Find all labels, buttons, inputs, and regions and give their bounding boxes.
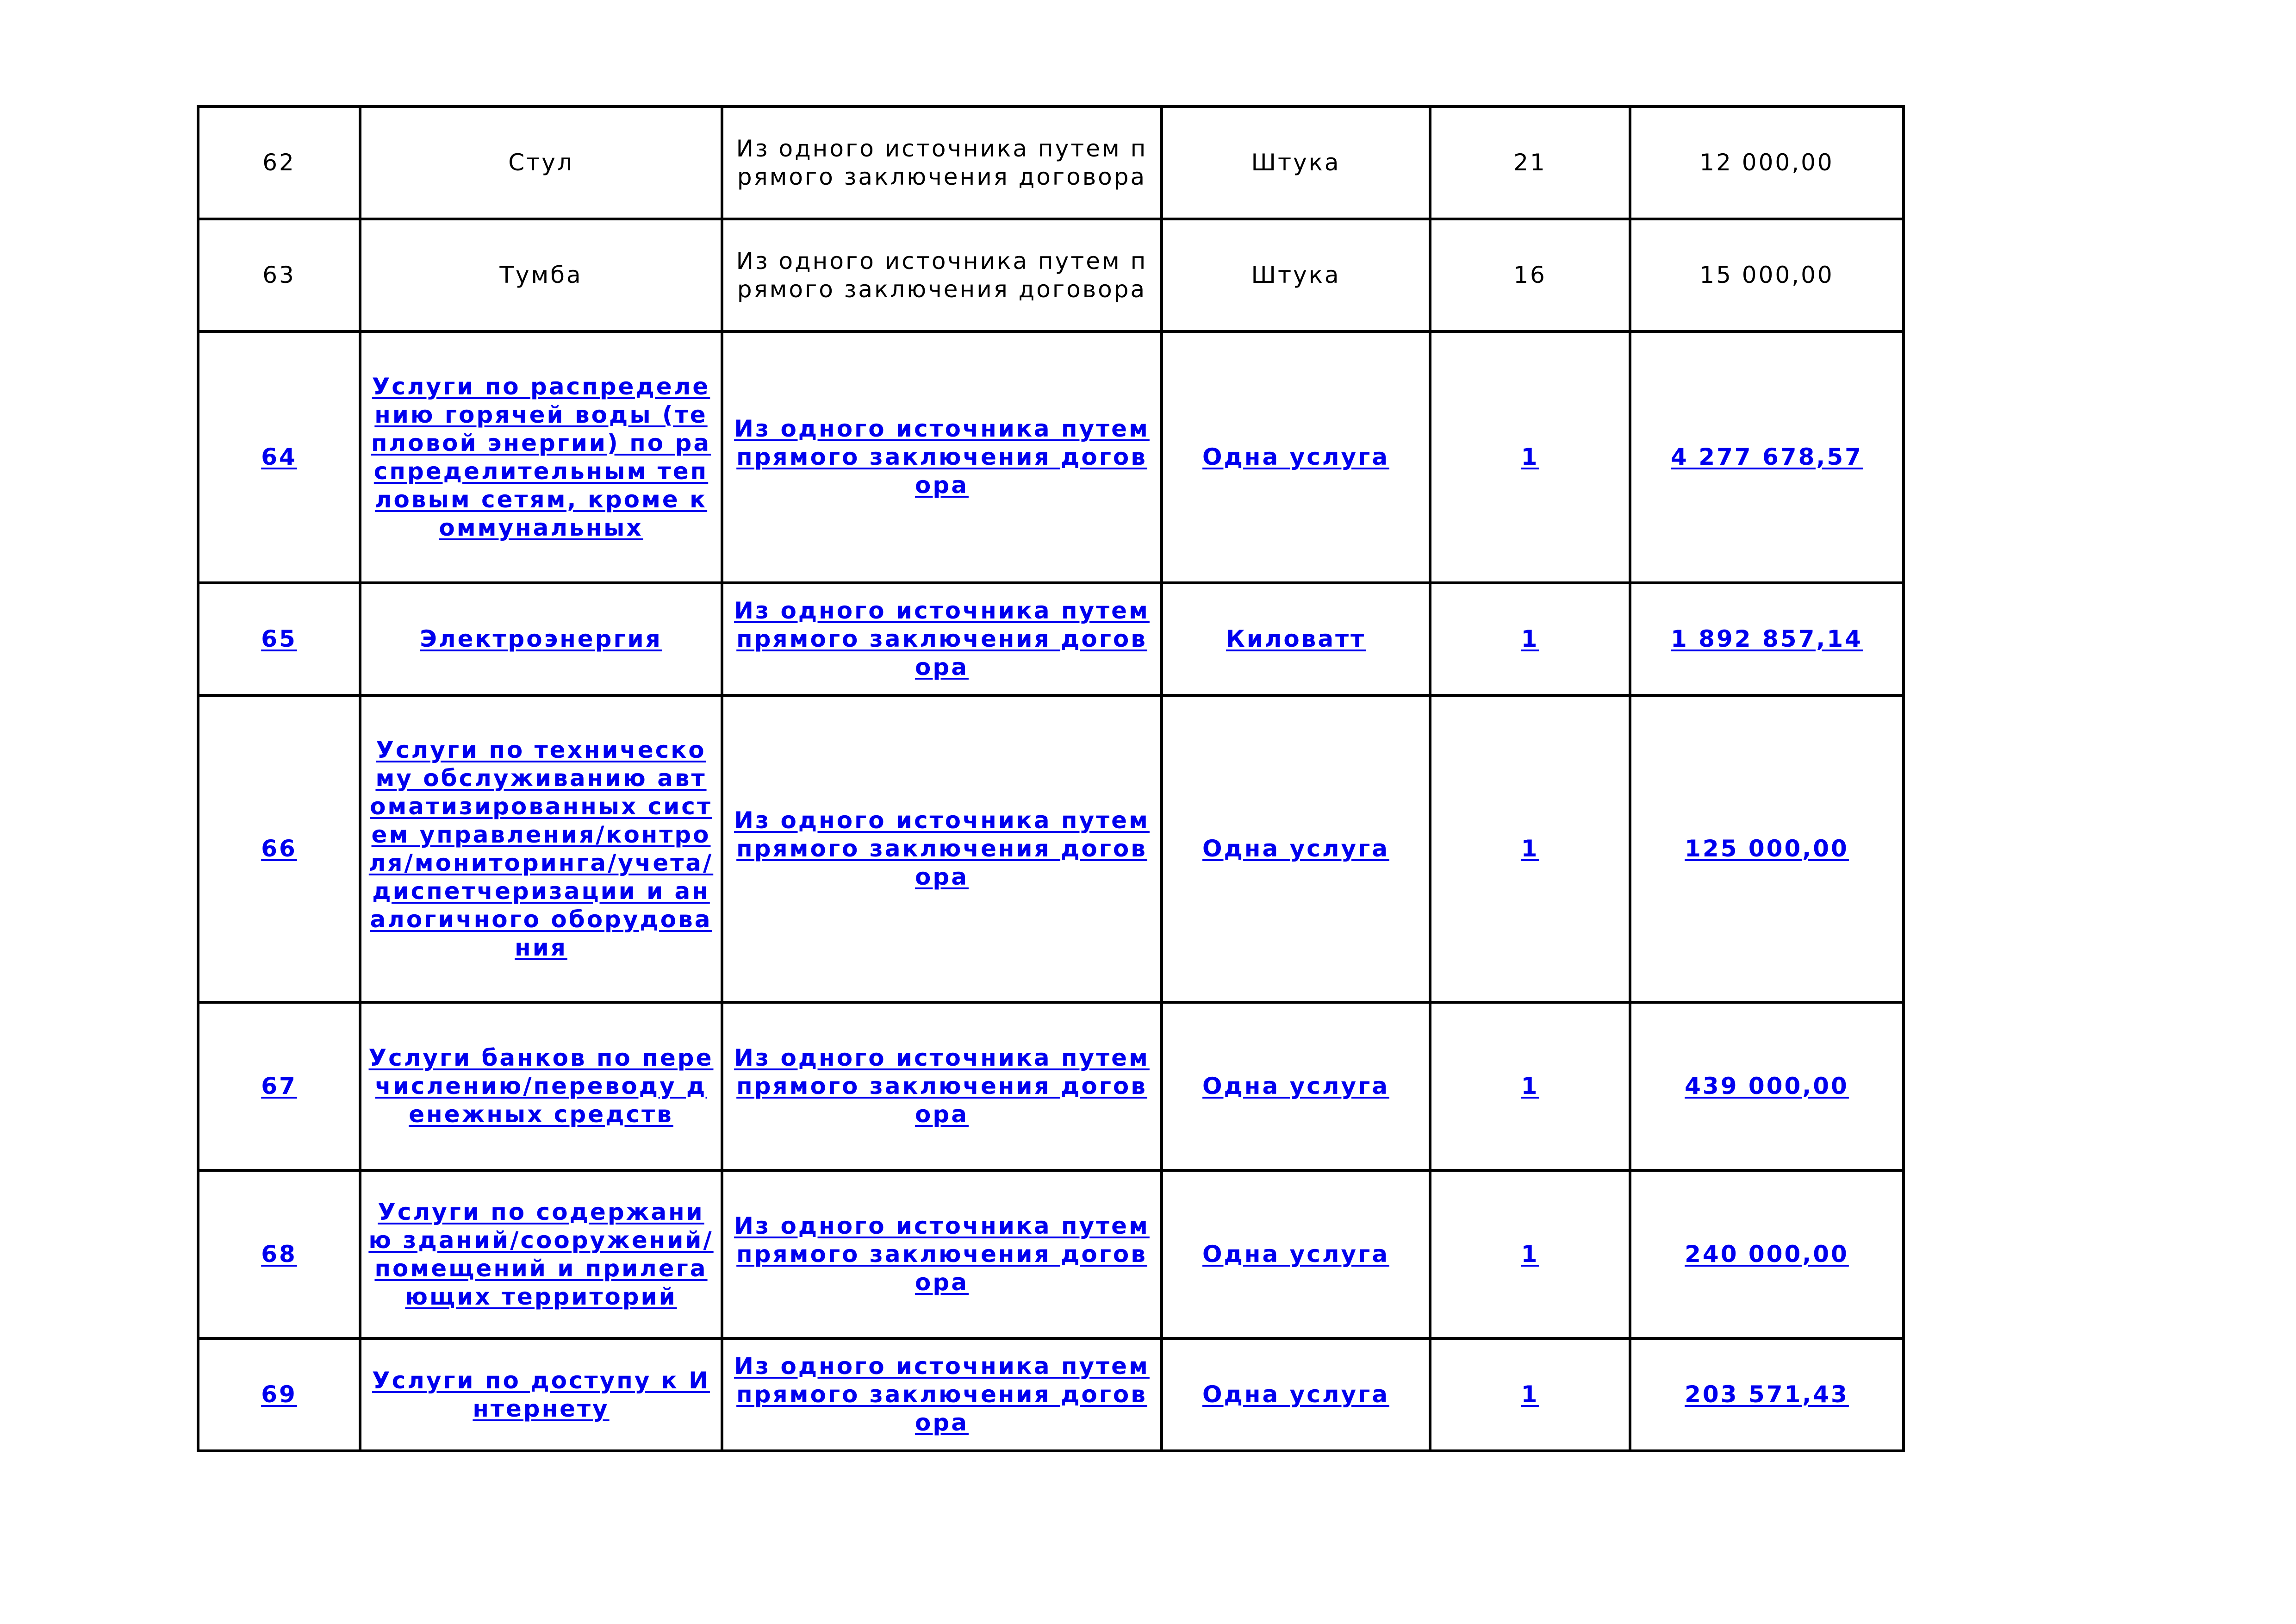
row-number-link-text[interactable]: 65 <box>261 625 297 652</box>
item-name-link[interactable] <box>360 331 722 583</box>
table-row <box>198 1002 1904 1170</box>
price-link[interactable] <box>1630 331 1904 583</box>
procurement-method-link-text[interactable]: Из одного источника путем прямого заключения договора <box>734 1044 1150 1128</box>
item-name-link-text[interactable]: Услуги банков по перечислению/переводу денежных средств <box>368 1044 714 1128</box>
procurement-method-link[interactable] <box>722 1338 1162 1451</box>
procurement-method-link[interactable] <box>722 331 1162 583</box>
quantity-link-text[interactable]: 1 <box>1521 835 1539 862</box>
price-link-text[interactable]: 1 892 857,14 <box>1671 625 1863 652</box>
procurement-method-link[interactable] <box>722 695 1162 1002</box>
row-number-link-text[interactable]: 64 <box>261 443 297 470</box>
procurement-method-link-text[interactable]: Из одного источника путем прямого заключения договора <box>734 597 1150 681</box>
procurement-method-link-text[interactable]: Из одного источника путем прямого заключения договора <box>734 415 1150 499</box>
price-link-text[interactable]: 439 000,00 <box>1685 1073 1849 1099</box>
price-cell: 12 000,00 <box>1630 106 1904 219</box>
item-name-link-text[interactable]: Услуги по распределению горячей воды (тепловой энергии) по распределительным тепловым сетям, кроме коммунальных <box>371 373 711 541</box>
quantity-link[interactable] <box>1430 1338 1630 1451</box>
price-link[interactable] <box>1630 1170 1904 1338</box>
price-link[interactable] <box>1630 1338 1904 1451</box>
procurement-method-link[interactable] <box>722 583 1162 695</box>
table-row <box>198 106 1904 219</box>
unit-link[interactable] <box>1162 695 1430 1002</box>
unit-link-text[interactable]: Одна услуга <box>1202 1073 1389 1099</box>
quantity-link-text[interactable]: 1 <box>1521 1381 1539 1408</box>
row-number-link-text[interactable]: 68 <box>261 1241 297 1268</box>
row-number-cell: 63 <box>198 219 360 331</box>
procurement-method-link-text[interactable]: Из одного источника путем прямого заключения договора <box>734 1353 1150 1436</box>
price-link-text[interactable]: 125 000,00 <box>1685 835 1849 862</box>
price-cell: 15 000,00 <box>1630 219 1904 331</box>
price-link[interactable] <box>1630 1002 1904 1170</box>
unit-link-text[interactable]: Киловатт <box>1226 625 1366 652</box>
row-number-link[interactable] <box>198 1338 360 1451</box>
table-row <box>198 331 1904 583</box>
row-number-link-text[interactable]: 69 <box>261 1381 297 1408</box>
unit-link[interactable] <box>1162 1170 1430 1338</box>
quantity-link[interactable] <box>1430 1170 1630 1338</box>
unit-link[interactable] <box>1162 1002 1430 1170</box>
unit-link[interactable] <box>1162 331 1430 583</box>
procurement-method-link-text[interactable]: Из одного источника путем прямого заключения договора <box>734 1212 1150 1296</box>
procurement-table <box>197 105 1905 1452</box>
unit-cell: Штука <box>1162 219 1430 331</box>
quantity-link[interactable] <box>1430 331 1630 583</box>
procurement-method-cell: Из одного источника путем прямого заключения договора <box>722 106 1162 219</box>
table-row <box>198 1170 1904 1338</box>
item-name-cell: Тумба <box>360 219 722 331</box>
item-name-link-text[interactable]: Услуги по техническому обслуживанию автоматизированных систем управления/контроля/мониторинга/учета/диспетчеризации и аналогичного оборудования <box>368 736 714 961</box>
row-number-link-text[interactable]: 67 <box>261 1073 297 1099</box>
unit-link-text[interactable]: Одна услуга <box>1202 1381 1389 1408</box>
item-name-cell: Стул <box>360 106 722 219</box>
row-number-link[interactable] <box>198 695 360 1002</box>
item-name-link-text[interactable]: Услуги по доступу к Интернету <box>372 1367 710 1422</box>
row-number-link[interactable] <box>198 331 360 583</box>
price-link[interactable] <box>1630 583 1904 695</box>
price-link-text[interactable]: 203 571,43 <box>1685 1381 1849 1408</box>
price-link-text[interactable]: 4 277 678,57 <box>1671 443 1863 470</box>
row-number-link[interactable] <box>198 1170 360 1338</box>
unit-link-text[interactable]: Одна услуга <box>1202 443 1389 470</box>
unit-link[interactable] <box>1162 1338 1430 1451</box>
item-name-link[interactable] <box>360 1002 722 1170</box>
quantity-cell: 21 <box>1430 106 1630 219</box>
item-name-link[interactable] <box>360 695 722 1002</box>
procurement-method-link[interactable] <box>722 1002 1162 1170</box>
quantity-link-text[interactable]: 1 <box>1521 1073 1539 1099</box>
quantity-link[interactable] <box>1430 583 1630 695</box>
item-name-link[interactable] <box>360 583 722 695</box>
quantity-link-text[interactable]: 1 <box>1521 625 1539 652</box>
procurement-method-link[interactable] <box>722 1170 1162 1338</box>
quantity-link-text[interactable]: 1 <box>1521 1241 1539 1268</box>
table-row <box>198 1338 1904 1451</box>
unit-link-text[interactable]: Одна услуга <box>1202 835 1389 862</box>
item-name-link-text[interactable]: Услуги по содержанию зданий/сооружений/помещений и прилегающих территорий <box>368 1198 714 1310</box>
row-number-link[interactable] <box>198 583 360 695</box>
quantity-link-text[interactable]: 1 <box>1521 443 1539 470</box>
price-link-text[interactable]: 240 000,00 <box>1685 1241 1849 1268</box>
row-number-link-text[interactable]: 66 <box>261 835 297 862</box>
quantity-link[interactable] <box>1430 695 1630 1002</box>
price-link[interactable] <box>1630 695 1904 1002</box>
row-number-link[interactable] <box>198 1002 360 1170</box>
quantity-link[interactable] <box>1430 1002 1630 1170</box>
row-number-cell: 62 <box>198 106 360 219</box>
unit-cell: Штука <box>1162 106 1430 219</box>
procurement-method-link-text[interactable]: Из одного источника путем прямого заключения договора <box>734 807 1150 890</box>
procurement-method-cell: Из одного источника путем прямого заключения договора <box>722 219 1162 331</box>
item-name-link[interactable] <box>360 1338 722 1451</box>
item-name-link-text[interactable]: Электроэнергия <box>420 625 662 652</box>
quantity-cell: 16 <box>1430 219 1630 331</box>
table-row <box>198 695 1904 1002</box>
unit-link-text[interactable]: Одна услуга <box>1202 1241 1389 1268</box>
unit-link[interactable] <box>1162 583 1430 695</box>
table-row <box>198 583 1904 695</box>
item-name-link[interactable] <box>360 1170 722 1338</box>
table-row <box>198 219 1904 331</box>
